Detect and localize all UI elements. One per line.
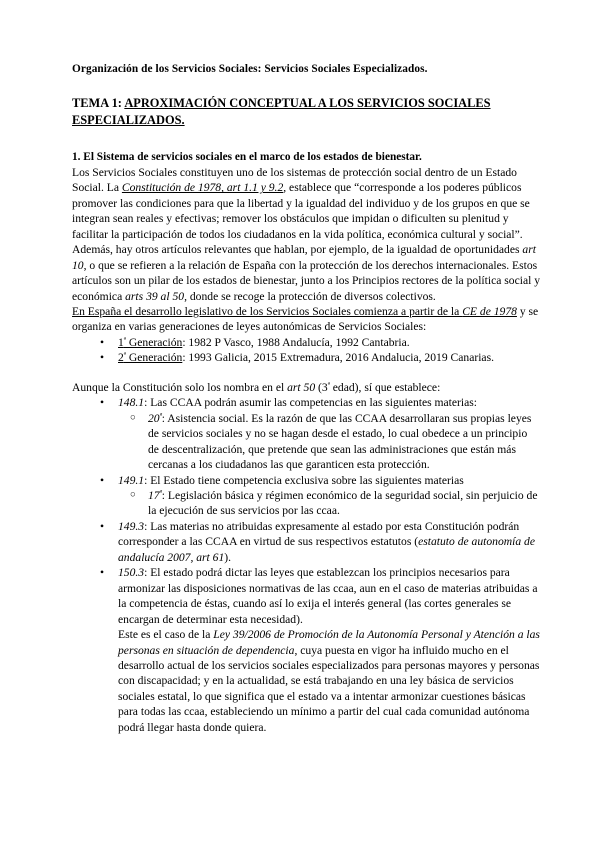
citation-estatuto-andalucia: estatuto de autonomía de andalucía 2007, art 61: [118, 535, 535, 564]
list-item-generation-2: [72, 350, 540, 365]
list-item-subarticle-17: [118, 488, 540, 519]
list-item-generation-1: [72, 335, 540, 350]
tema-label: TEMA 1:: [72, 95, 125, 110]
articles-list: [72, 395, 540, 735]
closing-text-b: , cuya puesta en vigor ha influido mucho en el desarrollo actual de los servicios sociales especializados para personas mayores y personas con discapacidad; y en la actualidad, se está trabajando en una ley básica de servicios sociales estatal, lo que significa que el estado va a intentar armonizar cuestiones básicas para todas las ccaa, estableciendo un mínimo a partir del cual cada comunidad autónoma podrá llegar hasta donde quiera.: [118, 643, 540, 734]
bullet-icon: •: [100, 396, 105, 410]
citation-arts-39-50: arts 39 al 50: [125, 289, 185, 303]
article-148-1-subitems: [118, 411, 540, 473]
closing-paragraph: [118, 627, 540, 735]
article-148-1-text: : Las CCAA podrán asumir las competencias en las siguientes materias:: [144, 396, 478, 410]
bullet-icon: •: [100, 566, 105, 580]
tema-heading: [72, 95, 540, 130]
bullet-icon: •: [100, 351, 105, 365]
section-1-heading: 1. El Sistema de servicios sociales en el marco de los estados de bienestar.: [72, 150, 422, 163]
article-149-1-text: : El Estado tiene competencia exclusiva sobre las siguientes materias: [144, 473, 464, 487]
par2-text-a: En España el desarrollo legislativo de los Servicios Sociales comienza a partir de la: [72, 304, 463, 318]
article-149-3-text-after: ).: [224, 550, 232, 564]
bullet-icon: •: [100, 335, 105, 349]
par2-text-b: y se organiza en varias generaciones de leyes autonómicas de Servicios Sociales:: [72, 304, 539, 334]
tema-heading-text: APROXIMACIÓN CONCEPTUAL A LOS SERVICIOS SOCIALES ESPECIALIZADOS.: [72, 95, 491, 128]
generation-1-text: : 1982 P Vasco, 1988 Andalucía, 1992 Cantabria.: [182, 335, 410, 349]
article-150-3-text: : El estado podrá dictar las leyes que establezcan los principios necesarios para armonizar las disposiciones normativas de las ccaa, aun en el caso de materias atribuidas a la competencia de éstas, cuando así lo exija el interés general (las cortes generales se encargan de determinar esta necesidad).: [118, 566, 538, 626]
bullet-icon: •: [100, 473, 105, 487]
generation-2-text: : 1993 Galicia, 2015 Extremadura, 2016 Andalucia, 2019 Canarias.: [182, 351, 494, 365]
constitution-intro-text-a: Aunque la Constitución solo los nombra en el: [72, 380, 288, 394]
list-item-article-148-1: [72, 395, 540, 472]
article-149-1-subitems: [118, 488, 540, 519]
list-item-article-149-1: [72, 473, 540, 519]
subarticle-20-number: $20^ª$: [148, 411, 162, 425]
par1-text-d: , donde se recoge la protección de diversos colectivos.: [184, 289, 436, 303]
citation-art-50: art 50: [287, 380, 316, 394]
par1-text-a: Los Servicios Sociales constituyen uno de los sistemas de protección social dentro de un Estado Social. La: [72, 165, 517, 195]
subarticle-17-number: $17^ª$: [148, 488, 162, 502]
list-item-article-149-3: [72, 519, 540, 565]
bullet-hollow-icon: ○: [130, 489, 136, 500]
generation-2-label: $2^ª$ Generación: [118, 351, 183, 365]
article-148-1-number: 148.1: [118, 396, 145, 410]
citation-ley-39-2006: Ley 39/2006 de Promoción de la Autonomía Personal y Atención a las personas en situación de dependencia: [118, 628, 540, 657]
spacer: [72, 366, 540, 380]
article-149-1-number: 149.1: [118, 473, 145, 487]
bullet-hollow-icon: ○: [130, 412, 136, 423]
subarticle-20-text: : Asistencia social. Es la razón de que las CCAA desarrollaran sus propias leyes de servicios sociales y no se hagan desde el estado, lo cual obedece a un principio de descentralización, que pretende que sean las administraciones que están más cercanas a los ciudadanos las que garanticen esta protección.: [148, 411, 532, 472]
article-149-3-number: 149.3: [118, 519, 145, 533]
subarticle-17-text: : Legislación básica y régimen económico de la seguridad social, sin perjuicio de la ejecución de sus servicios por las ccaa.: [148, 488, 538, 518]
closing-text-a: Este es el caso de la: [118, 628, 214, 642]
par1-text-c: , o que se refieren a la relación de España con la protección de los derechos internacionales. Estos artículos son un pilar de los estados de bienestar, junto a los Principios rectores de la política social y económica: [72, 258, 541, 303]
list-item-subarticle-20: [118, 411, 540, 473]
article-149-3-text: : Las materias no atribuidas expresamente al estado por esta Constitución podrán corresponder a las CCAA en virtud de sus respectivos estatutos (: [118, 519, 520, 549]
constitution-intro-paragraph: [72, 380, 540, 395]
list-item-article-150-3: [72, 565, 540, 735]
constitution-intro-text-b: ($3^ª$ edad), sí que establece:: [315, 380, 441, 394]
citation-art-10: art 10: [72, 243, 536, 272]
article-150-3-number: 150.3: [118, 566, 145, 580]
section-1-paragraph-1: [72, 165, 540, 304]
generation-1-label: $1^ª$ Generación: [118, 335, 183, 349]
par1-text-b: , establece que “corresponde a los poderes públicos promover las condiciones para que la libertad y la igualdad del individuo y de los grupos en que se integran sean reales y efectivas; remover los obstáculos que impidan o dificulten su plenitud y facilitar la participación de todos los ciudadanos en la vida política, económica cultural y social”. Además, hay otros artículos relevantes que hablan, por ejemplo, de la igualdad de oportunidades: [72, 181, 530, 257]
section-1-paragraph-2: [72, 304, 540, 335]
generations-list: [72, 335, 540, 366]
citation-constitucion-1978: Constitución de 1978, art 1.1 y 9.2: [121, 181, 284, 195]
citation-ce-1978: CE de 1978: [462, 304, 517, 318]
bullet-icon: •: [100, 519, 105, 533]
document-title: Organización de los Servicios Sociales: Servicios Sociales Especializados.: [72, 63, 428, 75]
